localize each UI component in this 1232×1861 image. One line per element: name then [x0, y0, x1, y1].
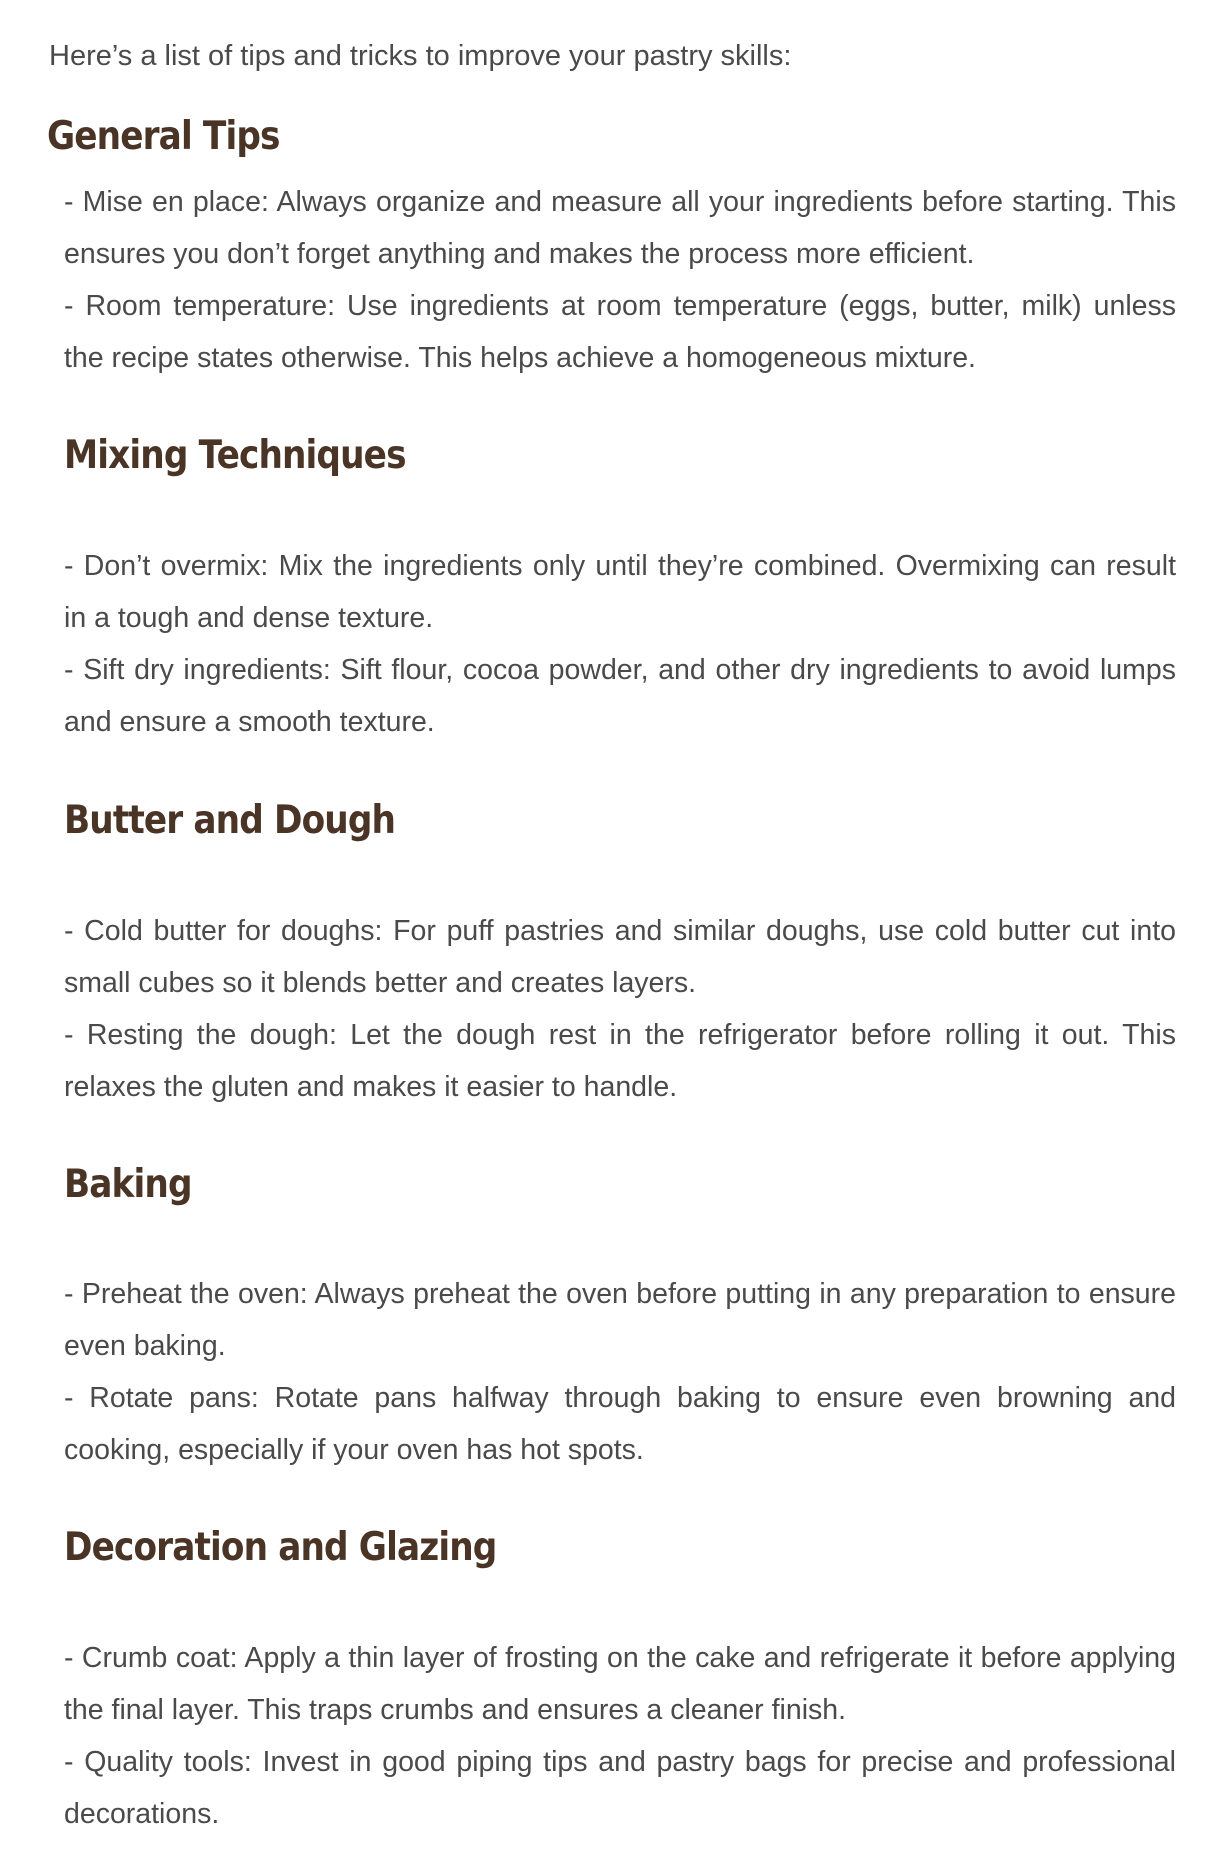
section-heading-baking: Baking	[64, 1162, 192, 1207]
tip-item: - Resting the dough: Let the dough rest in the refrigerator before rolling it out. This relaxes the gluten and makes it easier to handle.	[64, 1019, 1176, 1103]
section-body-baking	[64, 1268, 1176, 1476]
intro-text: Here’s a list of tips and tricks to improve your pastry skills:	[49, 40, 792, 72]
section-body-general-tips	[64, 176, 1176, 384]
section-heading-decoration-and-glazing: Decoration and Glazing	[64, 1525, 497, 1570]
section-body-butter-and-dough	[64, 905, 1176, 1113]
tip-item: - Don’t overmix: Mix the ingredients only until they’re combined. Overmixing can result in a tough and dense texture.	[64, 550, 1176, 634]
tip-item: - Preheat the oven: Always preheat the oven before putting in any preparation to ensure even baking.	[64, 1278, 1176, 1362]
tip-item: - Quality tools: Invest in good piping tips and pastry bags for precise and professional decorations.	[64, 1746, 1176, 1830]
tip-item: - Room temperature: Use ingredients at room temperature (eggs, butter, milk) unless the recipe states otherwise. This helps achieve a homogeneous mixture.	[64, 290, 1176, 374]
tip-item: - Rotate pans: Rotate pans halfway through baking to ensure even browning and cooking, especially if your oven has hot spots.	[64, 1382, 1176, 1466]
section-body-decoration-and-glazing	[64, 1632, 1176, 1840]
section-heading-butter-and-dough: Butter and Dough	[64, 798, 396, 843]
section-heading-general-tips: General Tips	[47, 114, 280, 159]
section-body-mixing-techniques	[64, 540, 1176, 748]
tip-item: - Mise en place: Always organize and measure all your ingredients before starting. This ensures you don’t forget anything and makes the process more efficient.	[64, 186, 1176, 270]
tip-item: - Cold butter for doughs: For puff pastries and similar doughs, use cold butter cut into small cubes so it blends better and creates layers.	[64, 915, 1176, 999]
section-heading-mixing-techniques: Mixing Techniques	[64, 433, 406, 478]
tip-item: - Crumb coat: Apply a thin layer of frosting on the cake and refrigerate it before applying the final layer. This traps crumbs and ensures a cleaner finish.	[64, 1642, 1176, 1726]
tip-item: - Sift dry ingredients: Sift flour, cocoa powder, and other dry ingredients to avoid lumps and ensure a smooth texture.	[64, 654, 1176, 738]
